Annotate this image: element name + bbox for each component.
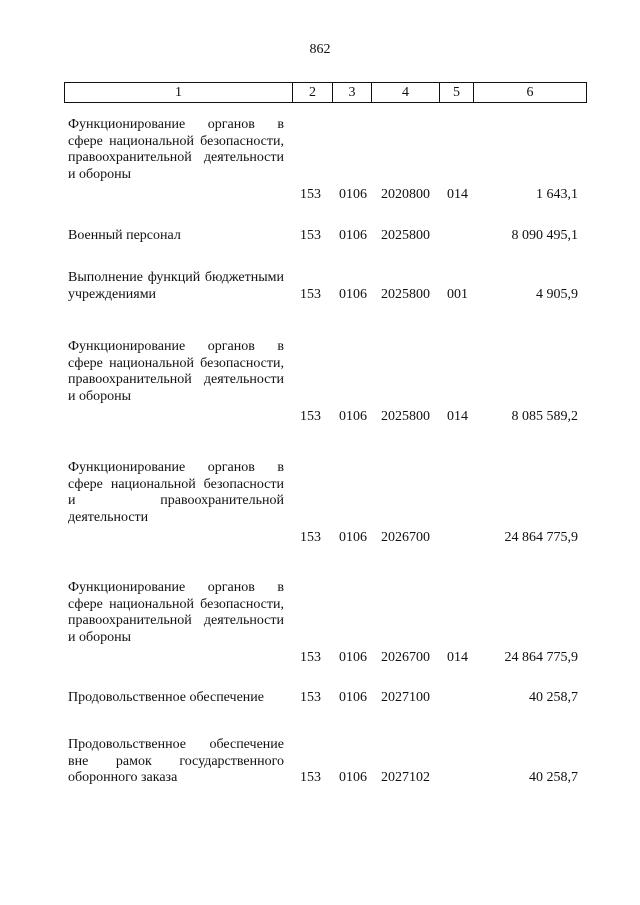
row-code-2: 153 — [300, 287, 321, 302]
row-amount: 24 864 775,9 — [504, 650, 578, 665]
row-description: Функционирование органов в сфере национальной безопасности, правоохранительной деятельности и обороны — [68, 580, 284, 645]
column-header-table — [64, 82, 587, 103]
row-code-5: 014 — [447, 187, 468, 202]
row-description: Функционирование органов в сфере национальной безопасности, правоохранительной деятельности и обороны — [68, 117, 284, 182]
row-code-3: 0106 — [339, 530, 367, 545]
row-code-4: 2026700 — [381, 650, 430, 665]
row-code-3: 0106 — [339, 287, 367, 302]
row-code-5: 014 — [447, 650, 468, 665]
row-amount: 4 905,9 — [536, 287, 578, 302]
row-amount: 40 258,7 — [529, 690, 578, 705]
row-code-3: 0106 — [339, 650, 367, 665]
column-header: 2 — [293, 83, 333, 103]
column-header: 4 — [372, 83, 440, 103]
row-code-2: 153 — [300, 650, 321, 665]
page-number: 862 — [309, 42, 331, 57]
row-code-2: 153 — [300, 530, 321, 545]
row-code-4: 2027102 — [381, 770, 430, 785]
row-amount: 8 090 495,1 — [511, 228, 578, 243]
row-code-5: 001 — [447, 287, 468, 302]
row-amount: 1 643,1 — [536, 187, 578, 202]
column-header: 3 — [333, 83, 372, 103]
row-description: Функционирование органов в сфере национальной безопасности и правоохранительной деятельности — [68, 460, 284, 525]
row-description: Выполнение функций бюджетными учреждениями — [68, 270, 284, 302]
row-code-4: 2020800 — [381, 187, 430, 202]
column-header: 5 — [440, 83, 474, 103]
row-code-3: 0106 — [339, 187, 367, 202]
row-code-2: 153 — [300, 228, 321, 243]
row-code-2: 153 — [300, 187, 321, 202]
column-header-row — [65, 83, 587, 103]
row-code-5: 014 — [447, 409, 468, 424]
row-code-3: 0106 — [339, 770, 367, 785]
row-description: Военный персонал — [68, 228, 181, 243]
row-code-4: 2025800 — [381, 228, 430, 243]
row-code-2: 153 — [300, 690, 321, 705]
row-description: Продовольственное обеспечение вне рамок государственного оборонного заказа — [68, 737, 284, 785]
row-code-3: 0106 — [339, 228, 367, 243]
row-code-4: 2026700 — [381, 530, 430, 545]
row-code-2: 153 — [300, 409, 321, 424]
row-amount: 24 864 775,9 — [504, 530, 578, 545]
row-code-4: 2025800 — [381, 409, 430, 424]
row-code-4: 2025800 — [381, 287, 430, 302]
row-amount: 8 085 589,2 — [511, 409, 578, 424]
row-code-2: 153 — [300, 770, 321, 785]
row-code-4: 2027100 — [381, 690, 430, 705]
row-amount: 40 258,7 — [529, 770, 578, 785]
row-description: Функционирование органов в сфере национальной безопасности, правоохранительной деятельности и обороны — [68, 339, 284, 404]
row-code-3: 0106 — [339, 690, 367, 705]
row-description: Продовольственное обеспечение — [68, 690, 264, 705]
row-code-3: 0106 — [339, 409, 367, 424]
column-header: 6 — [474, 83, 587, 103]
column-header: 1 — [65, 83, 293, 103]
